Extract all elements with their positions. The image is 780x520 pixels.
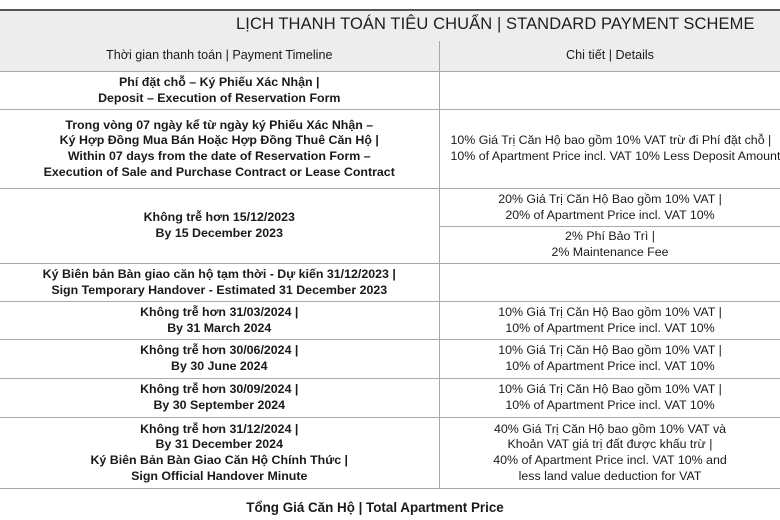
page-title: LỊCH THANH TOÁN TIÊU CHUẨN | STANDARD PAYMENT SCHEME bbox=[236, 15, 755, 33]
timeline-line: Không trễ hơn 15/12/2023 bbox=[143, 210, 295, 225]
table-row bbox=[0, 110, 780, 189]
timeline-line: By 30 September 2024 bbox=[153, 398, 286, 412]
details-line: Khoản VAT giá trị đất được khấu trừ | bbox=[507, 437, 713, 452]
details-line: 40% of Apartment Price incl. VAT 10% and bbox=[493, 453, 727, 467]
table-row bbox=[0, 302, 780, 340]
timeline-line: Sign Official Handover Minute bbox=[131, 468, 308, 483]
table-row bbox=[0, 264, 780, 302]
timeline-line: Không trễ hơn 31/03/2024 | bbox=[140, 304, 299, 319]
details-cell bbox=[439, 264, 780, 302]
timeline-cell bbox=[0, 340, 439, 379]
timeline-line: By 31 December 2024 bbox=[155, 437, 283, 452]
total-price-footer: Tổng Giá Căn Hộ | Total Apartment Price bbox=[246, 500, 504, 515]
timeline-line: Within 07 days from the date of Reservation Form – bbox=[67, 149, 371, 163]
table-row bbox=[0, 418, 780, 489]
details-line: 2% Maintenance Fee bbox=[551, 245, 669, 259]
table-row bbox=[0, 340, 780, 379]
details-cell bbox=[439, 227, 780, 264]
details-cell bbox=[439, 340, 780, 379]
details-line: 10% Giá Trị Căn Hộ Bao gồm 10% VAT | bbox=[498, 343, 722, 358]
table-row bbox=[0, 72, 780, 110]
timeline-line: By 31 March 2024 bbox=[167, 320, 272, 335]
details-line: less land value deduction for VAT bbox=[518, 468, 702, 483]
timeline-line: Không trễ hơn 31/12/2024 | bbox=[140, 421, 299, 436]
timeline-cell bbox=[0, 72, 439, 110]
timeline-cell bbox=[0, 189, 439, 264]
details-line: 10% of Apartment Price incl. VAT 10% bbox=[505, 359, 715, 373]
timeline-line: By 15 December 2023 bbox=[155, 226, 283, 240]
timeline-cell bbox=[0, 110, 439, 189]
timeline-cell bbox=[0, 418, 439, 489]
details-cell bbox=[439, 189, 780, 227]
table-row bbox=[0, 189, 780, 227]
details-cell bbox=[439, 418, 780, 489]
timeline-line: Ký Hợp Đồng Mua Bán Hoặc Hợp Đồng Thuê Căn Hộ | bbox=[59, 133, 379, 148]
timeline-line: Trong vòng 07 ngày kể từ ngày ký Phiếu Xác Nhận – bbox=[65, 117, 374, 132]
details-line: 10% Giá Trị Căn Hộ Bao gồm 10% VAT | bbox=[498, 304, 722, 319]
details-cell bbox=[439, 302, 780, 340]
details-line: 10% of Apartment Price incl. VAT 10% bbox=[505, 398, 715, 412]
timeline-cell bbox=[0, 264, 439, 302]
table-row bbox=[0, 379, 780, 418]
timeline-line: Execution of Sale and Purchase Contract or Lease Contract bbox=[43, 164, 395, 179]
timeline-line: Không trễ hơn 30/06/2024 | bbox=[140, 343, 299, 358]
details-line: 2% Phí Bảo Trì | bbox=[565, 229, 655, 244]
details-cell bbox=[439, 379, 780, 418]
details-line: 10% of Apartment Price incl. VAT 10% Less Deposit Amount bbox=[450, 149, 780, 163]
timeline-line: Deposit – Execution of Reservation Form bbox=[98, 90, 341, 105]
details-cell bbox=[439, 72, 780, 110]
timeline-line: Ký Biên bản Bàn giao căn hộ tạm thời - Dự kiến 31/12/2023 | bbox=[42, 266, 396, 281]
header-timeline: Thời gian thanh toán | Payment Timeline bbox=[0, 41, 439, 72]
details-line: 20% Giá Trị Căn Hộ Bao gồm 10% VAT | bbox=[498, 191, 722, 206]
payment-schedule-table bbox=[0, 41, 780, 489]
details-line: 20% of Apartment Price incl. VAT 10% bbox=[505, 207, 715, 222]
header-details: Chi tiết | Details bbox=[439, 41, 780, 72]
timeline-line: Ký Biên Bản Bàn Giao Căn Hộ Chính Thức | bbox=[90, 453, 349, 467]
timeline-line: Sign Temporary Handover - Estimated 31 December 2023 bbox=[51, 282, 388, 297]
timeline-line: Không trễ hơn 30/09/2024 | bbox=[140, 382, 299, 397]
timeline-line: By 30 June 2024 bbox=[171, 359, 268, 373]
details-cell bbox=[439, 110, 780, 189]
table-header-row bbox=[0, 41, 780, 72]
details-line: 10% Giá Trị Căn Hộ Bao gồm 10% VAT | bbox=[498, 382, 722, 397]
details-line: 10% Giá Trị Căn Hộ bao gồm 10% VAT trừ đi Phí đặt chỗ | bbox=[450, 133, 772, 148]
timeline-cell bbox=[0, 379, 439, 418]
timeline-line: Phí đặt chỗ – Ký Phiếu Xác Nhận | bbox=[119, 74, 320, 89]
details-line: 10% of Apartment Price incl. VAT 10% bbox=[505, 320, 715, 335]
details-line: 40% Giá Trị Căn Hộ bao gồm 10% VAT và bbox=[493, 421, 727, 436]
timeline-cell bbox=[0, 302, 439, 340]
